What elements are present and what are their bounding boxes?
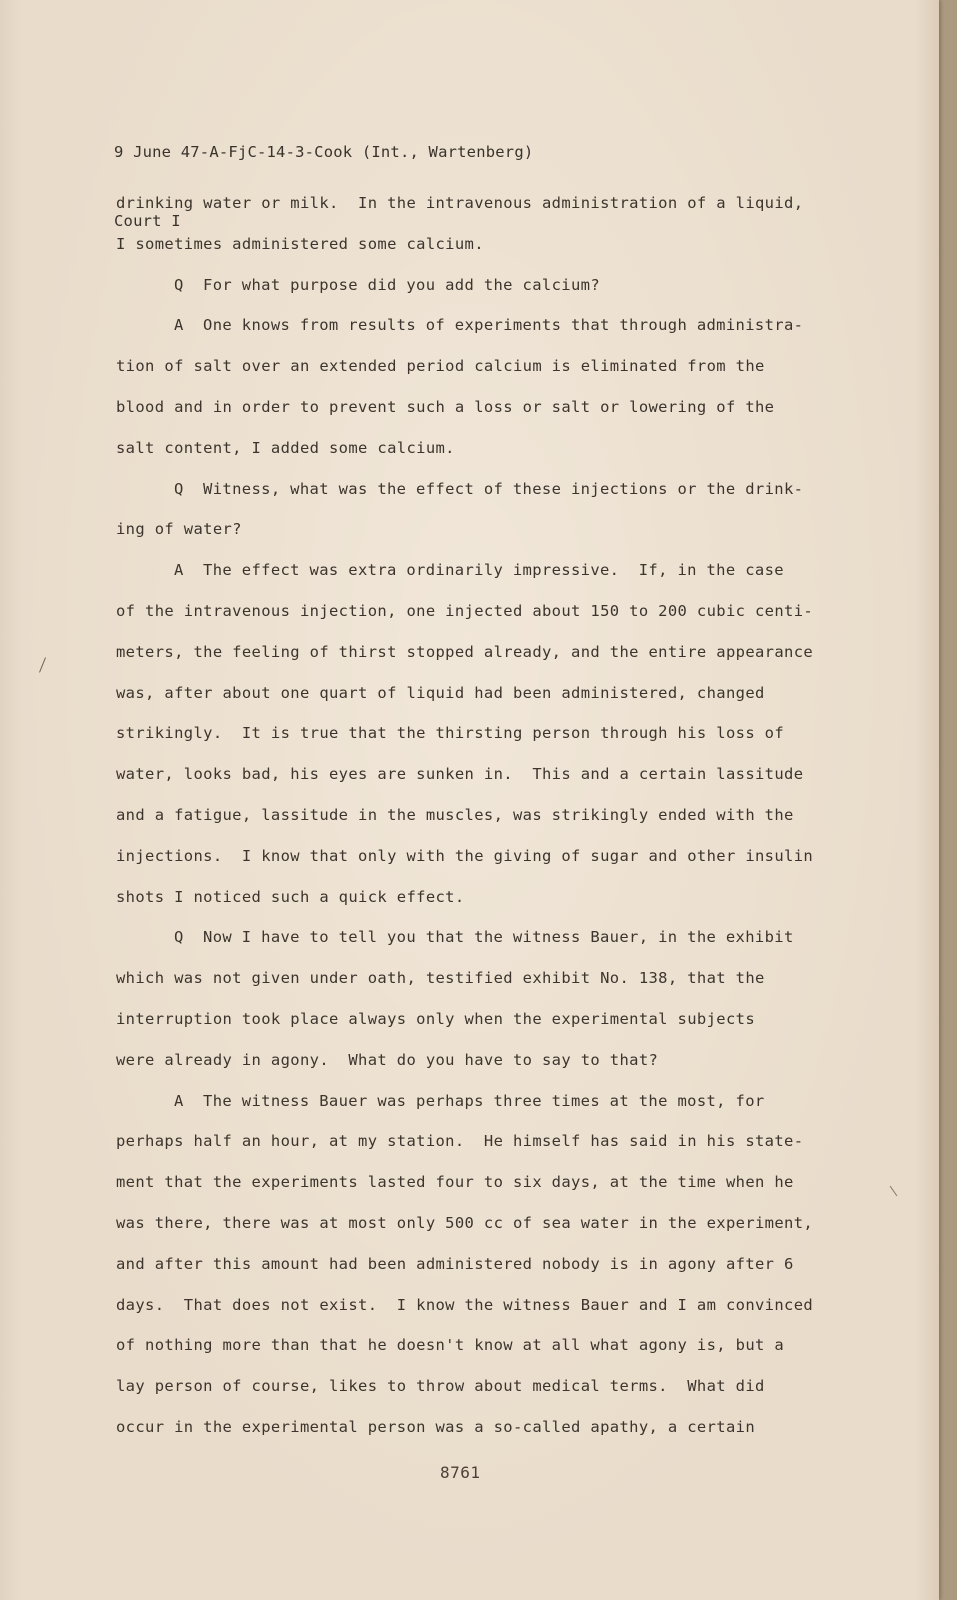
- transcript-question: Q Now I have to tell you that the witness Bauer, in the exhibit: [174, 928, 794, 947]
- transcript-line: salt content, I added some calcium.: [116, 438, 455, 457]
- transcript-line: days. That does not exist. I know the witness Bauer and I am convinced: [116, 1295, 814, 1314]
- transcript-line: injections. I know that only with the giving of sugar and other insulin: [116, 846, 814, 865]
- transcript-line: I sometimes administered some calcium.: [116, 234, 484, 253]
- transcript-line: water, looks bad, his eyes are sunken in. This and a certain lassitude: [116, 765, 804, 784]
- transcript-line: drinking water or milk. In the intravenous administration of a liquid,: [116, 194, 804, 212]
- transcript-answer: A The effect was extra ordinarily impressive. If, in the case: [174, 561, 784, 580]
- transcript-line: which was not given under oath, testified exhibit No. 138, that the: [116, 969, 765, 988]
- transcript-line: were already in agony. What do you have to say to that?: [116, 1050, 659, 1069]
- edge-pencil-mark: [890, 1186, 898, 1196]
- transcript-answer: A One knows from results of experiments that through administra-: [174, 316, 804, 335]
- margin-pencil-mark: [39, 657, 46, 672]
- transcript-line: of nothing more than that he doesn't know at all what agony is, but a: [116, 1336, 785, 1355]
- transcript-line: strikingly. It is true that the thirsting person through his loss of: [116, 724, 785, 743]
- transcript-line: of the intravenous injection, one injected about 150 to 200 cubic centi-: [116, 601, 814, 620]
- header-court-line: Court I: [114, 212, 181, 230]
- transcript-line: shots I noticed such a quick effect.: [116, 887, 465, 906]
- transcript-body: [116, 192, 846, 1457]
- transcript-line: and after this amount had been administered nobody is in agony after 6: [116, 1254, 794, 1273]
- transcript-line: perhaps half an hour, at my station. He himself has said in his state-: [116, 1132, 804, 1151]
- transcript-line: tion of salt over an extended period calcium is eliminated from the: [116, 357, 765, 376]
- transcript-question: Q Witness, what was the effect of these injections or the drink-: [174, 479, 804, 498]
- transcript-question: Q For what purpose did you add the calcium?: [174, 275, 600, 294]
- transcript-line: interruption took place always only when the experimental subjects: [116, 1009, 755, 1028]
- transcript-line: and a fatigue, lassitude in the muscles, was strikingly ended with the: [116, 805, 794, 824]
- header-session-line: 9 June 47-A-FjC-14-3-Cook (Int., Wartenberg): [114, 143, 534, 161]
- transcript-line: blood and in order to prevent such a loss or salt or lowering of the: [116, 397, 775, 416]
- transcript-line: meters, the feeling of thirst stopped already, and the entire appearance: [116, 642, 814, 661]
- transcript-line: was there, there was at most only 500 cc of sea water in the experiment,: [116, 1213, 814, 1232]
- transcript-line: ment that the experiments lasted four to six days, at the time when he: [116, 1173, 794, 1192]
- transcript-line: ing of water?: [116, 520, 242, 539]
- transcript-line: was, after about one quart of liquid had been administered, changed: [116, 683, 765, 702]
- transcript-line: occur in the experimental person was a so-called apathy, a certain: [116, 1417, 755, 1436]
- transcript-line: lay person of course, likes to throw about medical terms. What did: [116, 1377, 765, 1396]
- transcript-answer: A The witness Bauer was perhaps three times at the most, for: [174, 1091, 765, 1110]
- page-number: 8761: [440, 1463, 481, 1482]
